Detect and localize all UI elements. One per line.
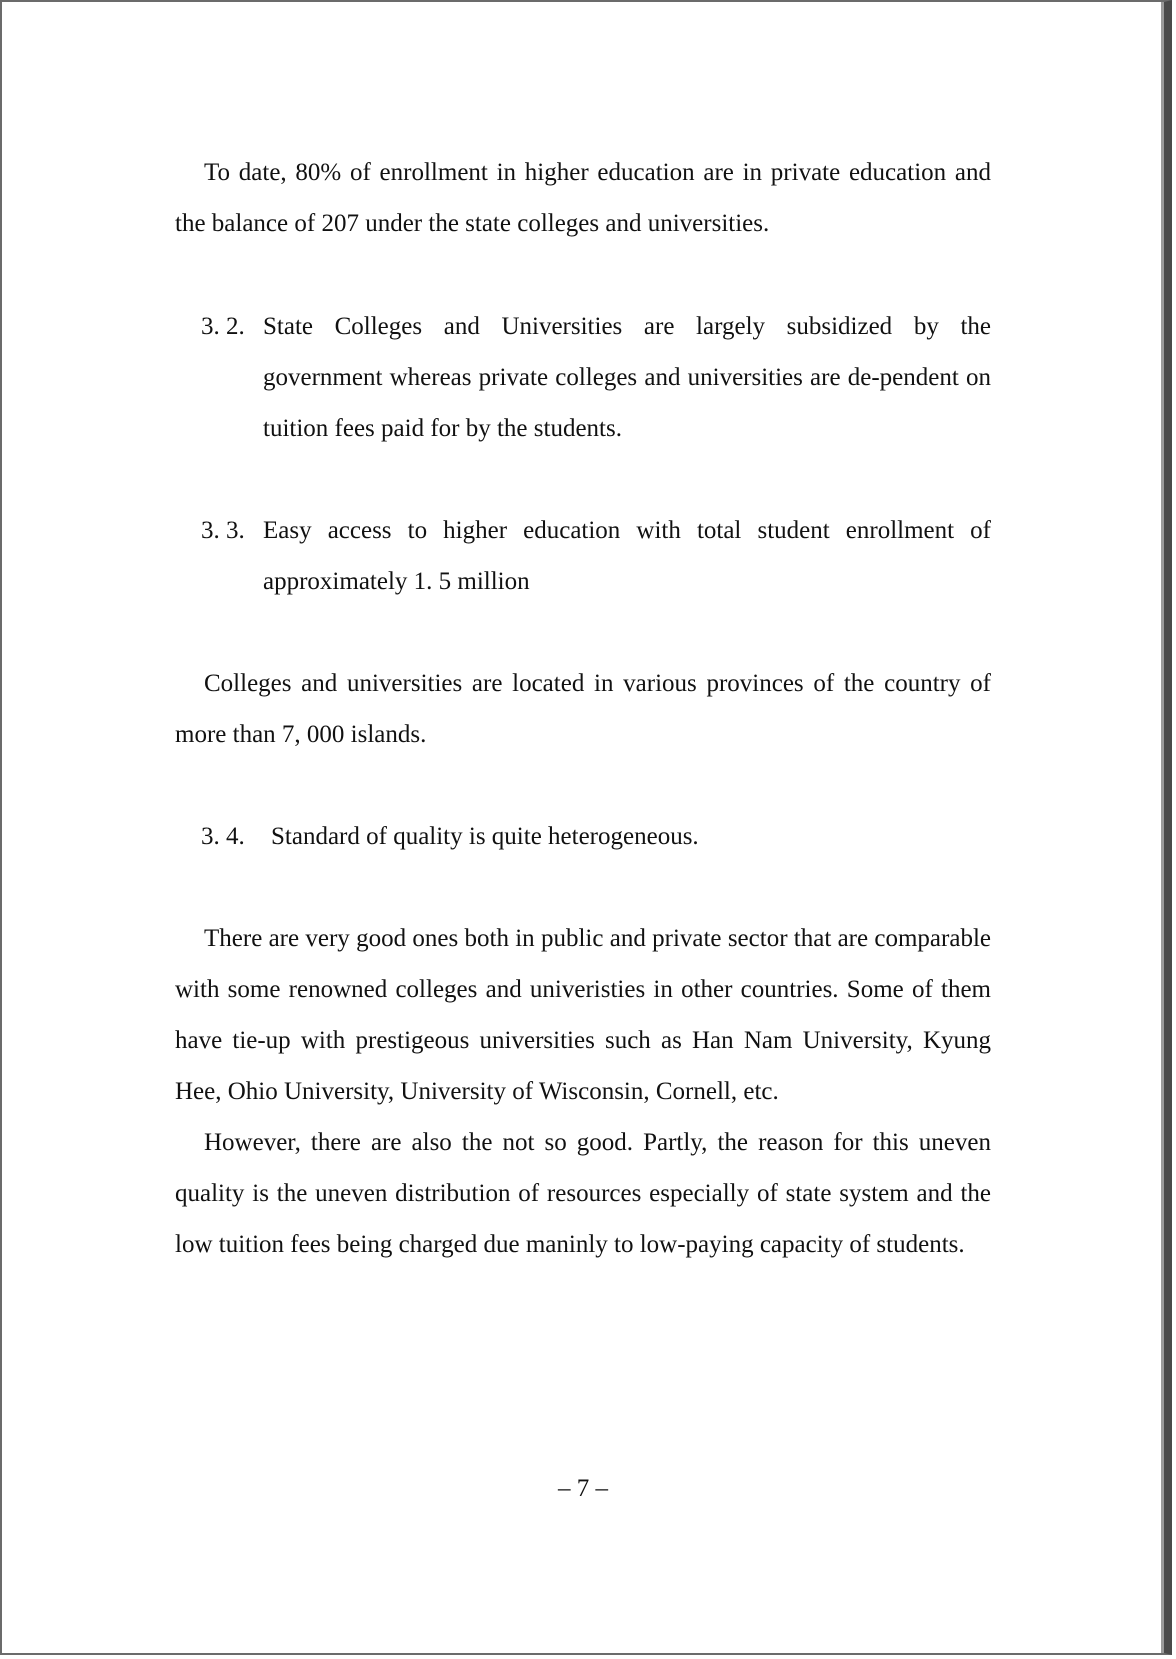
item-text: Standard of quality is quite heterogeneous.	[271, 823, 699, 850]
item-text: State Colleges and Universities are largely subsidized by the government whereas private colleges and universities are de-pendent on tuition fees paid for by the students.	[263, 313, 991, 442]
spacer	[175, 607, 991, 658]
spacer	[175, 249, 991, 301]
item-number: 3. 3.	[201, 517, 245, 544]
item-number: 3. 4.	[201, 823, 245, 850]
list-item-3-4	[175, 811, 991, 862]
document-body	[175, 147, 991, 1270]
paragraph-enrollment: To date, 80% of enrollment in higher education are in private education and the balance of 207 under the state colleges and universities.	[175, 159, 991, 237]
list-item-3-3	[175, 505, 991, 607]
paragraph-good-institutions: There are very good ones both in public and private sector that are comparable with some renowned colleges and univeristies in other countries. Some of them have tie-up with prestigeous universities such as Han Nam University, Kyung Hee, Ohio University, University of Wisconsin, Cornell, etc.	[175, 925, 991, 1105]
paragraph-uneven-quality: However, there are also the not so good. Partly, the reason for this uneven quality is the uneven distribution of resources especially of state system and the low tuition fees being charged due maninly to low-paying capacity of students.	[175, 1129, 991, 1258]
item-text: Easy access to higher education with total student enrollment of approximately 1. 5 million	[263, 517, 991, 595]
paragraph-locations: Colleges and universities are located in various provinces of the country of more than 7, 000 islands.	[175, 670, 991, 748]
item-number: 3. 2.	[201, 313, 245, 340]
list-item-3-2	[175, 301, 991, 454]
spacer	[175, 454, 991, 505]
page-number: – 7 –	[558, 1475, 608, 1502]
spacer	[175, 760, 991, 811]
spacer	[175, 862, 991, 913]
